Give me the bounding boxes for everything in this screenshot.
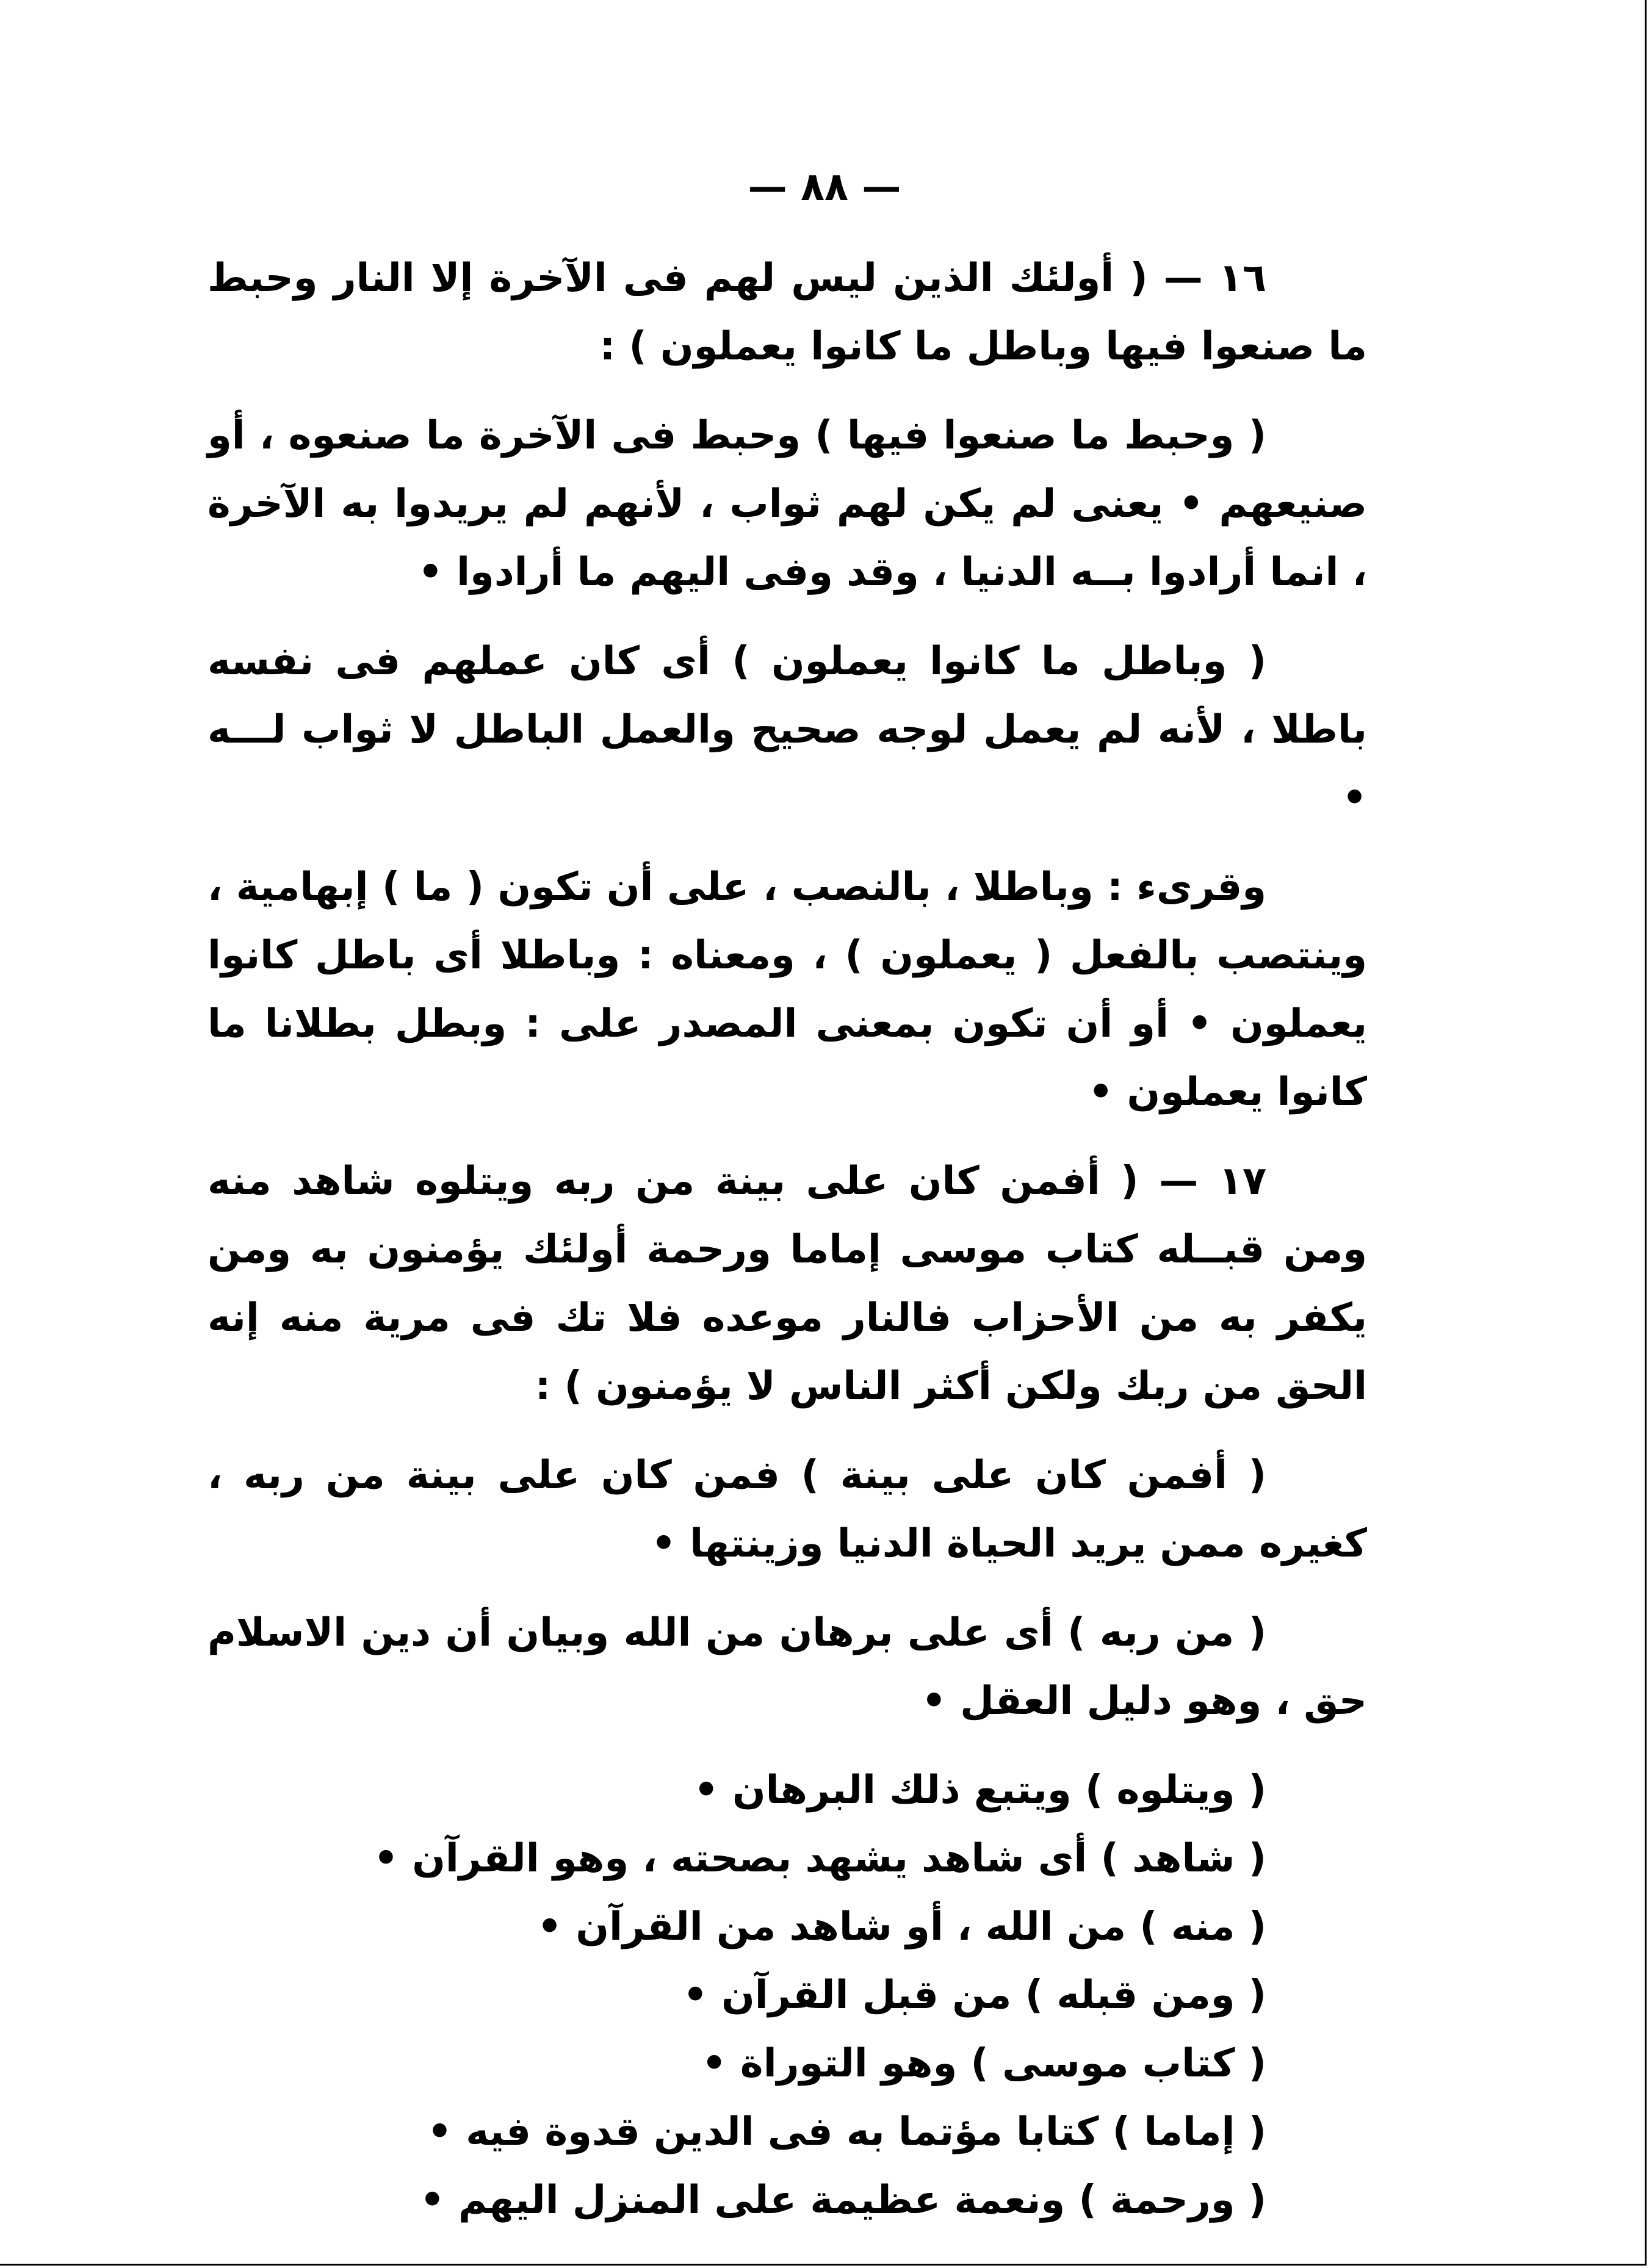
paragraph-commentary: ( وحبط ما صنعوا فيها ) وحبط فى الآخرة ما صنعوه ، أو صنيعهم • يعنى لم يكن لهم ثواب ، لأنهم لم يريدوا به الآخرة ، انما أرادوا بــه الدنيا ، وقد وفى اليهم ما أرادوا • <box>207 413 1367 595</box>
gloss-line: ( شاهد ) أى شاهد يشهد بصحته ، وهو القرآن • <box>373 1836 1266 1881</box>
paragraph-commentary: ( أفمن كان على بينة ) فمن كان على بينة من ربه ، كغيره ممن يريد الحياة الدنيا وزينتها • <box>207 1453 1367 1566</box>
paragraph-commentary: ( من ربه ) أى على برهان من الله وبيان أن دين الاسلام حق ، وهو دليل العقل • <box>207 1610 1367 1724</box>
gloss-line: ( ورحمة ) ونعمة عظيمة على المنزل اليهم • <box>419 2178 1266 2223</box>
gloss-line: ( إماما ) كتابا مؤتما به فى الدين قدوة فيه • <box>427 2109 1266 2155</box>
page-number: — ٨٨ — <box>748 165 901 210</box>
gloss-list <box>207 1756 1367 2234</box>
gloss-line: ( كتاب موسى ) وهو التوراة • <box>701 2041 1266 2086</box>
paragraph-verse-16: ١٦ — ( أولئك الذين ليس لهم فى الآخرة إلا النار وحبط ما صنعوا فيها وباطل ما كانوا يعملون ) : <box>207 256 1367 369</box>
gloss-line: ( ومن قبله ) من قبل القرآن • <box>682 1973 1266 2018</box>
page-body <box>207 244 1367 2234</box>
paragraph-commentary: وقرىء : وباطلا ، بالنصب ، على أن تكون ( ما ) إبهامية ، وينتصب بالفعل ( يعملون ) ، ومعناه : وباطلا أى باطل كانوا يعملون • أو أن تكون بمعنى المصدر على : وبطل بطلانا ما كانوا يعملون • <box>207 865 1367 1115</box>
gloss-line: ( ويتلوه ) ويتبع ذلك البرهان • <box>693 1768 1266 1813</box>
paragraph-verse-17: ١٧ — ( أفمن كان على بينة من ربه ويتلوه شاهد منه ومن قبــله كتاب موسى إماما ورحمة أولئك يؤمنون به ومن يكفر به من الأحزاب فالنار موعده فلا تك فى مرية منه إنه الحق من ربك ولكن أكثر الناس لا يؤمنون ) : <box>207 1159 1367 1409</box>
paragraph-commentary: ( وباطل ما كانوا يعملون ) أى كان عملهم فى نفسه باطلا ، لأنه لم يعمل لوجه صحيح والعمل الباطل لا ثواب لـــه • <box>207 639 1367 821</box>
gloss-line: ( منه ) من الله ، أو شاهد من القرآن • <box>537 1904 1266 1949</box>
